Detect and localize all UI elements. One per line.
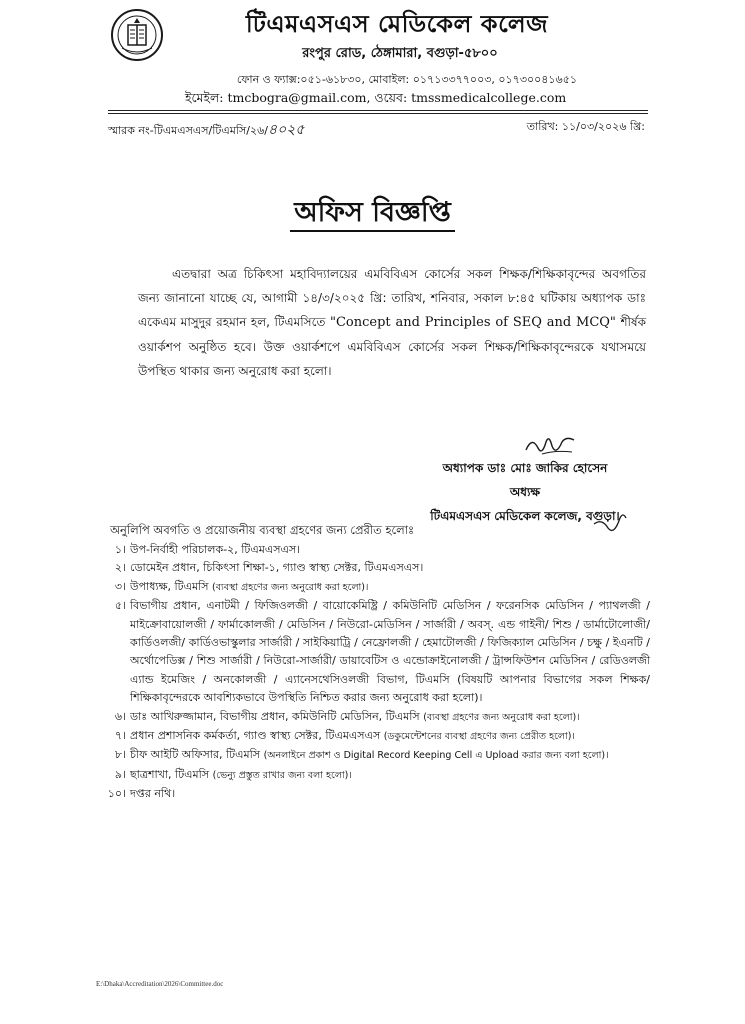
distribution-item-text bbox=[130, 746, 650, 765]
handwritten-tick-icon bbox=[590, 510, 630, 540]
body-part-1: এতদ্বারা অত্র চিকিৎসা মহাবিদ্যালয়ের এমবিবিএস কোর্সের সকল শিক্ষক/শিক্ষিকাবৃন্দের অবগতির জন্য জানানো যাচ্ছে যে, আগামী ১৪/৩/২০২৫ খ্রি: তারিখ, শনিবার, সকাল ৮:৪৫ ঘটিকায় অধ্যাপক ডাঃ একেএম মাসুদুর রহমান হল, টিএমসিতে bbox=[138, 267, 646, 329]
distribution-item bbox=[100, 578, 650, 597]
distribution-item-number: ৯। bbox=[114, 767, 126, 781]
distribution-item bbox=[100, 746, 650, 765]
distribution-item-text bbox=[130, 597, 650, 707]
distribution-item bbox=[100, 766, 650, 785]
distribution-item-text bbox=[130, 578, 650, 597]
distribution-item-note: (ব্যবস্থা গ্রহণের জন্য অনুরোধ করা হলো)। bbox=[212, 581, 369, 593]
memo-prefix: স্মারক নং-টিএমএসএস/টিএমসি/২৬/ bbox=[108, 124, 269, 137]
distribution-item bbox=[100, 727, 650, 746]
body-part-2: শীর্ষক ওয়ার্কশপ অনুষ্ঠিত হবে। উক্ত ওয়ার্কশপে এমবিবিএস কোর্সের সকল শিক্ষক/শিক্ষিকাবৃন্দেরকে যথাসময়ে উপস্থিত থাকার জন্য অনুরোধ করা হলো। bbox=[138, 315, 646, 378]
distribution-item-note: (ডকুমেন্টেশনের ব্যবস্থা গ্রহণের জন্য প্রেরীত হলো)। bbox=[383, 731, 575, 743]
distribution-item-number: ৬। bbox=[114, 709, 126, 723]
notice-title bbox=[0, 192, 745, 237]
contact-phone: ফোন ও ফ্যাক্স:০৫১-৬১৮৩০, মোবাইল: ০১৭১৩৩৭৭০০৩, ০১৭৩০০৪১৬৫১ bbox=[236, 73, 577, 86]
memo-date: তারিখ: ১১/০৩/২০২৬ খ্রি: bbox=[526, 120, 645, 133]
distribution-item-text bbox=[130, 785, 650, 803]
distribution-item-text bbox=[130, 727, 650, 746]
distribution-item-main: দপ্তর নথি। bbox=[130, 787, 176, 801]
distribution-item-main: উপাধ্যক্ষ, টিএমসি bbox=[130, 579, 213, 593]
distribution-intro: অনুলিপি অবগতি ও প্রয়োজনীয় ব্যবস্থা গ্রহণের জন্য প্রেরীত হলোঃ bbox=[110, 523, 415, 537]
signatory-designation: অধ্যক্ষ bbox=[509, 485, 541, 499]
college-address: রংপুর রোড, ঠেঙ্গামারা, বগুড়া-৫৮০০ bbox=[302, 46, 498, 61]
distribution-item-text bbox=[130, 708, 650, 727]
distribution-item bbox=[100, 785, 650, 803]
distribution-item-number: ৮। bbox=[114, 748, 126, 762]
letterhead-divider-2 bbox=[108, 113, 648, 114]
memo-number bbox=[108, 118, 304, 142]
distribution-item-note: (ব্যবস্থা গ্রহণের জন্য অনুরোধ করা হলো)। bbox=[423, 711, 580, 723]
notice-body bbox=[138, 262, 646, 383]
distribution-item-main: বিভাগীয় প্রধান, এনাটমী / ফিজিওলজী / বায়োকেমিষ্ট্রি / কমিউনিটি মেডিসিন / ফরেনসিক মেডিসিন / প্যাথলজী / মাইক্রোবায়োলজী / ফার্মাকোলজী / মেডিসিন / নিউরো-মেডিসিন / সার্জারী / অবস্. এন্ড গাইনী/ শিশু / ডার্মাটোলোজী/ কার্ডিওলজী/ কার্ডিওভাস্কুলার সার্জারী / সাইকিয়াট্রি / নেফ্রোলজী / হেমাটোলজী / ফিজিক্যাল মেডিসিন / চক্ষু / ইএনটি / অর্থোপেডিক্স / শিশু সার্জারী / নিউরো-সার্জারী/ ডায়াবেটিস ও এন্ডোক্রাইনোলজী / ট্রান্সফিউশন মেডিসিন / রেডিওলজী এ্যান্ড ইমেজিং / অনকোলজী / এ্যানেসথেসিওলজী বিভাগ, টিএমসি (বিষয়টি আপনার বিভাগের সকল শিক্ষক/শিক্ষিকাবৃন্দেরকে আবশ্যিকভাবে উপস্থিতি নিশ্চিত করার জন্য অনুরোধ করা হলো)। bbox=[130, 599, 650, 705]
distribution-item bbox=[100, 708, 650, 727]
distribution-item-text bbox=[130, 766, 650, 785]
contact-email-web: ইমেইল: tmcbogra@gmail.com, ওয়েব: tmssmedicalcollege.com bbox=[185, 90, 567, 105]
distribution-item bbox=[100, 597, 650, 707]
signature-scribble-icon bbox=[522, 432, 582, 458]
distribution-item-main: ডাঃ আখিরুজ্জামান, বিভাগীয় প্রধান, কমিউনিটি মেডিসিন, টিএমসি bbox=[130, 709, 424, 723]
distribution-item-number: ১০। bbox=[107, 787, 126, 801]
college-logo-icon bbox=[110, 8, 164, 62]
distribution-item-number: ৫। bbox=[114, 599, 126, 613]
distribution-item-note: (অনলাইনে প্রকাশ ও Digital Record Keeping Cell এ Upload করার জন্য বলা হলো)। bbox=[263, 750, 609, 762]
distribution-item bbox=[100, 541, 650, 559]
distribution-item-main: ডোমেইন প্রধান, চিকিৎসা শিক্ষা-১, গ্যাণ্ড স্বাস্থ্য সেক্টর, টিএমএসএস। bbox=[130, 561, 424, 575]
distribution-item-main: উপ-নির্বাহী পরিচালক-২, টিএমএসএস। bbox=[130, 543, 301, 556]
letterhead-divider bbox=[108, 110, 648, 111]
distribution-item-main: প্রধান প্রশাসনিক কর্মকর্তা, গ্যাণ্ড স্বাস্থ্য সেক্টর, টিএমএসএস bbox=[130, 729, 384, 743]
distribution-item-number: ২। bbox=[114, 561, 126, 575]
distribution-item bbox=[100, 559, 650, 577]
distribution-item-number: ৩। bbox=[114, 579, 126, 593]
distribution-item-text bbox=[130, 541, 650, 559]
distribution-item-text bbox=[130, 559, 650, 577]
distribution-item-main: ছাত্রশাখা, টিএমসি bbox=[130, 767, 213, 781]
distribution-item-main: চীফ আইটি অফিসার, টিএমসি bbox=[130, 748, 264, 762]
notice-title-text: অফিস বিজ্ঞপ্তি bbox=[290, 197, 455, 232]
memo-handwritten-number: ৪০২৫ bbox=[268, 122, 305, 138]
workshop-title: "Concept and Principles of SEQ and MCQ" bbox=[329, 315, 616, 330]
distribution-list bbox=[100, 541, 650, 804]
distribution-item-note: (ভেন্যু প্রস্তুত রাখার জন্য বলা হলো)। bbox=[212, 769, 352, 781]
distribution-item-number: ১। bbox=[114, 543, 126, 556]
college-name: টিএমএসএস মেডিকেল কলেজ bbox=[245, 10, 549, 38]
file-path-footer: E:\Dhaka\Accreditation\2026\Committee.doc bbox=[96, 980, 224, 988]
signatory-institution: টিএমএসএস মেডিকেল কলেজ, বগুড়া। bbox=[430, 509, 620, 523]
signatory-name: অধ্যাপক ডাঃ মোঃ জাকির হোসেন bbox=[442, 461, 608, 475]
distribution-item-number: ৭। bbox=[114, 729, 126, 743]
